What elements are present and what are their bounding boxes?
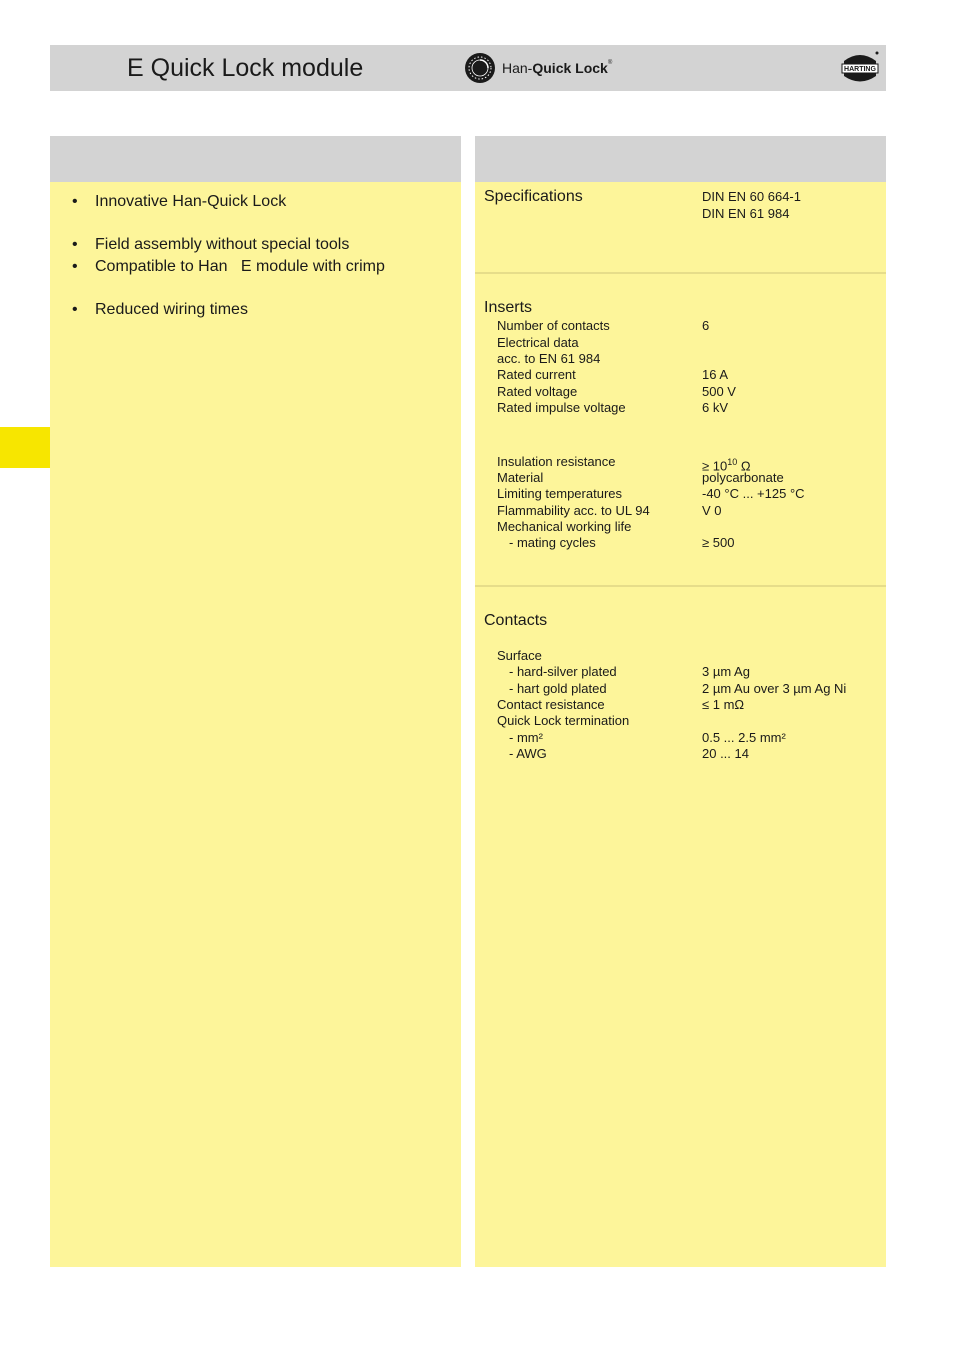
insert-value: 500 V (702, 384, 736, 399)
insert-label: Number of contacts (497, 318, 610, 333)
insulation-unit: Ω (737, 458, 751, 474)
insert-label: Rated current (497, 367, 576, 382)
contact-label: Contact resistance (497, 697, 605, 712)
insert-label: Mechanical working life (497, 519, 632, 534)
spec-value: DIN EN 60 664-1 (702, 189, 801, 204)
harting-logo-text: HARTING (844, 66, 876, 73)
contact-value: 2 µm Au over 3 µm Ag Ni (702, 681, 847, 696)
contact-value: ≤ 1 mΩ (702, 697, 745, 712)
insert-value: 16 A (702, 367, 729, 382)
specifications-title: Specifications (484, 188, 583, 205)
right-column-header (475, 136, 886, 182)
inserts-title: Inserts (484, 299, 533, 316)
contact-label: - AWG (509, 746, 547, 761)
quick-lock-ring-icon (464, 52, 496, 84)
insert-value: 6 (702, 318, 710, 333)
insert-label: - mating cycles (509, 535, 596, 550)
insert-label: Insulation resistance (497, 454, 616, 469)
page-title: E Quick Lock module (127, 54, 364, 82)
insert-value: ≥ 500 (702, 535, 735, 550)
contact-label: - hart gold plated (509, 681, 607, 696)
page-header (50, 45, 886, 91)
section-divider (475, 585, 886, 587)
insert-label: acc. to EN 61 984 (497, 351, 601, 366)
section-divider (475, 272, 886, 274)
contact-value: 20 ... 14 (702, 746, 749, 761)
feature-item: • Field assembly without special tools (72, 236, 350, 253)
feature-item: • Innovative Han-Quick Lock (72, 193, 287, 210)
contact-label: Surface (497, 648, 542, 663)
brand-prefix: Han- (502, 60, 533, 76)
insert-value: 6 kV (702, 400, 729, 415)
contacts-title: Contacts (484, 612, 548, 629)
registered-mark: ® (607, 60, 613, 66)
contact-label: - hard-silver plated (509, 664, 617, 679)
feature-text: Field assembly without special tools (95, 236, 350, 253)
insert-label: Rated voltage (497, 384, 578, 399)
insert-label: Material (497, 470, 544, 485)
harting-logo-icon (840, 49, 880, 87)
feature-text: Compatible to Han E module with crimp (95, 258, 385, 275)
insulation-base: ≥ 10 (702, 458, 728, 474)
insert-label: Electrical data (497, 335, 579, 350)
feature-item: • Reduced wiring times (72, 301, 248, 318)
insert-label: Limiting temperatures (497, 486, 622, 501)
insert-value: V 0 (702, 503, 722, 518)
brand-block (464, 52, 612, 84)
contact-label: - mm² (509, 730, 543, 745)
insert-label: Flammability acc. to UL 94 (497, 503, 650, 518)
spec-value: DIN EN 61 984 (702, 206, 790, 221)
brand-wordmark (502, 60, 612, 76)
contact-value: 0.5 ... 2.5 mm² (702, 730, 786, 745)
insert-label: Rated impulse voltage (497, 400, 626, 415)
section-tab-marker (0, 427, 50, 468)
insert-value: -40 °C ... +125 °C (702, 486, 805, 501)
feature-text: Innovative Han-Quick Lock (95, 193, 287, 210)
insulation-exponent: 10 (727, 457, 738, 467)
features-panel (50, 182, 461, 1267)
brand-name: Quick Lock (532, 60, 608, 76)
feature-item: • Compatible to Han E module with crimp (72, 258, 385, 275)
insert-value: polycarbonate (702, 470, 784, 485)
contact-label: Quick Lock termination (497, 713, 630, 728)
feature-text: Reduced wiring times (95, 301, 248, 318)
left-column-header (50, 136, 461, 182)
contact-value: 3 µm Ag (702, 664, 750, 679)
